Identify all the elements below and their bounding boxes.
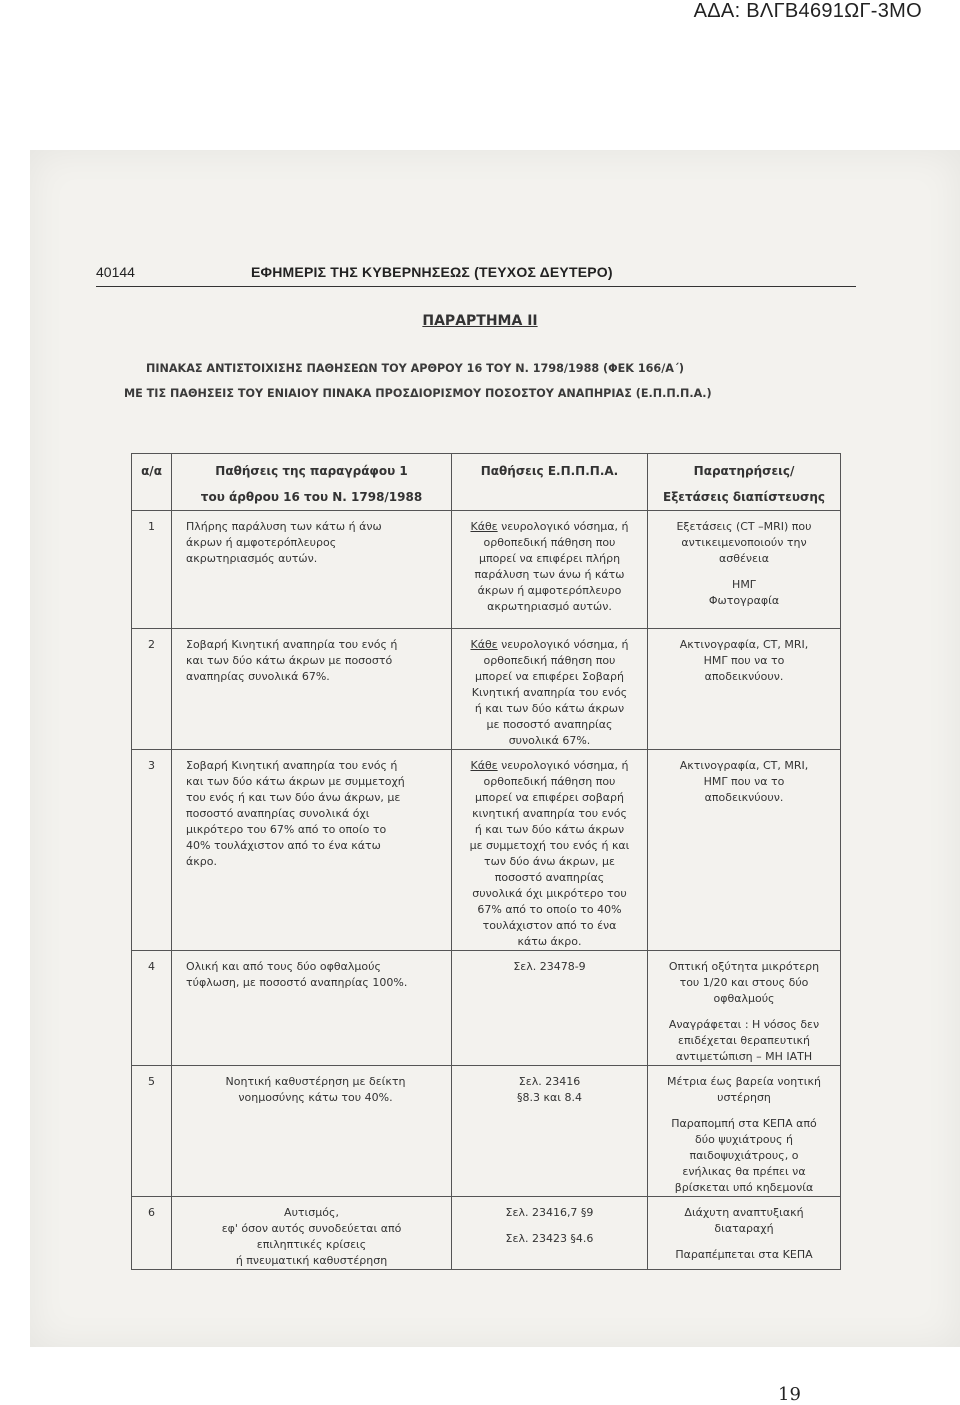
condition-line: Νοητική καθυστέρηση με δείκτη [225,1075,406,1088]
header-eppa-conditions: Παθήσεις Ε.Π.Π.Π.Α. [452,454,648,511]
notes-line: του 1/20 και στους δύο [679,976,809,989]
row-condition [172,1066,452,1197]
row-eppa [452,1066,648,1197]
condition-line: τύφλωση, με ποσοστό αναπηρίας 100%. [186,976,408,989]
eppa-line: Κινητική αναπηρία του ενός [471,686,628,699]
eppa-line: με συμμετοχή του ενός ή και [469,839,630,852]
eppa-line: ορθοπεδική πάθηση που [483,654,616,667]
header-notes-line-1: Παρατηρήσεις/ [693,464,795,478]
eppa-line: 67% από το οποίο το 40% [477,903,622,916]
notes-line: ΗΜΓ [732,578,756,591]
eppa-line: παράλυση των άνω ή κάτω [474,568,625,581]
eppa-line: άκρων ή αμφοτερόπλευρο [477,584,622,597]
notes-line: ΗΜΓ που να το [703,775,785,788]
intro-line-1: ΠΙΝΑΚΑΣ ΑΝΤΙΣΤΟΙΧΙΣΗΣ ΠΑΘΗΣΕΩΝ ΤΟΥ ΑΡΘΡΟΥ 16 ΤΟΥ Ν. 1798/1988 (ΦΕΚ 166/Α΄) [146,362,685,375]
header-conditions-line-2: του άρθρου 16 του Ν. 1798/1988 [200,490,423,504]
eppa-line [458,637,641,653]
notes-line: ενήλικας θα πρέπει να [682,1165,806,1178]
row-number: 6 [132,1197,172,1270]
eppa-line: μπορεί να επιφέρει Σοβαρή [475,670,624,683]
row-number: 1 [132,511,172,629]
condition-line: άκρο. [186,855,217,868]
notes-line: αποδεικνύουν. [704,791,784,804]
condition-line: Πλήρης παράλυση των κάτω ή άνω [186,520,382,533]
table-row [132,1066,841,1197]
eppa-lead: Κάθε [470,638,498,651]
row-eppa [452,511,648,629]
row-eppa [452,1197,648,1270]
eppa-line: τουλάχιστον από το ένα [482,919,617,932]
header-notes [648,454,841,511]
eppa-line [458,519,641,535]
header-conditions-line-1: Παθήσεις της παραγράφου 1 [215,464,408,478]
condition-line: του ενός ή και των δύο άνω άκρων, με [186,791,401,804]
eppa-line: Σελ. 23478-9 [513,960,586,973]
condition-line: επιληπτικές κρίσεις [256,1238,367,1251]
row-condition [172,629,452,750]
notes-line: ασθένεια [719,552,769,565]
eppa-line [458,758,641,774]
row-notes [648,511,841,629]
spacer [654,567,834,577]
condition-line: εφ' όσον αυτός συνοδεύεται από [221,1222,402,1235]
notes-line: αντικειμενοποιούν την [681,536,807,549]
eppa-line: συνολικά όχι μικρότερο του [472,887,627,900]
notes-line: παιδοψυχιάτρους, ο [689,1149,799,1162]
condition-line: μικρότερο του 67% από το οποίο το [186,823,387,836]
ada-code: ΑΔΑ: ΒΛΓΒ4691ΩΓ-3ΜΟ [693,0,922,22]
row-condition [172,511,452,629]
eppa-line: ορθοπεδική πάθηση που [483,536,616,549]
notes-line: ΗΜΓ που να το [703,654,785,667]
notes-line: Ακτινογραφία, CT, MRI, [679,638,809,651]
correspondence-table [131,453,841,1270]
row-notes [648,629,841,750]
eppa-lead: Κάθε [470,520,498,533]
header-notes-line-2: Εξετάσεις διαπίστευσης [663,490,825,504]
notes-line: διαταραχή [714,1222,774,1235]
eppa-line: των δύο άνω άκρων, με [484,855,615,868]
notes-line: αντιμετώπιση – ΜΗ ΙΑΤΗ [675,1050,813,1063]
eppa-line: ορθοπεδική πάθηση που [483,775,616,788]
table-row [132,951,841,1066]
eppa-text: νευρολογικό νόσημα, ή [497,638,629,651]
eppa-line: μπορεί να επιφέρει πλήρη [478,552,621,565]
fek-header [96,262,856,286]
eppa-line: Σελ. 23423 §4.6 [505,1232,594,1245]
row-notes [648,1066,841,1197]
table-row [132,1197,841,1270]
fek-number: 40144 [96,264,135,280]
eppa-text: νευρολογικό νόσημα, ή [497,759,629,772]
spacer [458,1221,641,1231]
row-condition [172,951,452,1066]
condition-line: ποσοστό αναπηρίας συνολικά όχι [186,807,370,820]
eppa-line: ή και των δύο κάτω άκρων [474,702,625,715]
row-eppa [452,951,648,1066]
eppa-line: Σελ. 23416 [518,1075,581,1088]
table-row [132,750,841,951]
spacer [654,1007,834,1017]
table-row [132,629,841,750]
row-number: 5 [132,1066,172,1197]
row-eppa [452,750,648,951]
notes-line: Παραπέμπεται στα ΚΕΠΑ [675,1248,813,1261]
fek-header-rule [96,286,856,287]
condition-line: Ολική και από τους δύο οφθαλμούς [186,960,381,973]
row-notes [648,750,841,951]
row-eppa [452,629,648,750]
condition-line: αναπηρίας συνολικά 67%. [186,670,330,683]
condition-line: Σοβαρή Κινητική αναπηρία του ενός ή [186,638,398,651]
notes-line: Οπτική οξύτητα μικρότερη [668,960,820,973]
eppa-lead: Κάθε [470,759,498,772]
condition-line: άκρων ή αμφοτερόπλευρος [186,536,337,549]
row-condition [172,750,452,951]
condition-line: Αυτισμός, [284,1206,339,1219]
header-aa: α/α [132,454,172,511]
spacer [654,1106,834,1116]
condition-line: και των δύο κάτω άκρων με συμμετοχή [186,775,405,788]
notes-line: οφθαλμούς [713,992,775,1005]
row-condition [172,1197,452,1270]
notes-line: Παραπομπή στα ΚΕΠΑ από [671,1117,817,1130]
intro-line-2: ΜΕ ΤΙΣ ΠΑΘΗΣΕΙΣ ΤΟΥ ΕΝΙΑΙΟΥ ΠΙΝΑΚΑ ΠΡΟΣΔΙΟΡΙΣΜΟΥ ΠΟΣΟΣΤΟΥ ΑΝΑΠΗΡΙΑΣ (Ε.Π.Π.Π.Α.) [124,387,712,400]
eppa-line: κινητική αναπηρία του ενός [472,807,627,820]
condition-line: Σοβαρή Κινητική αναπηρία του ενός ή [186,759,398,772]
fek-title: ΕΦΗΜΕΡΙΣ ΤΗΣ ΚΥΒΕΡΝΗΣΕΩΣ (ΤΕΥΧΟΣ ΔΕΥΤΕΡΟ) [251,264,613,280]
notes-line: Φωτογραφία [708,594,780,607]
page-number: 19 [778,1384,801,1405]
row-notes [648,951,841,1066]
eppa-line: §8.3 και 8.4 [517,1091,582,1104]
eppa-line: ακρωτηριασμό αυτών. [487,600,612,613]
row-number: 2 [132,629,172,750]
spacer [654,1237,834,1247]
eppa-line: ή και των δύο κάτω άκρων [474,823,625,836]
row-number: 3 [132,750,172,951]
notes-line: Διάχυτη αναπτυξιακή [684,1206,804,1219]
annex-title: ΠΑΡΑΡΤΗΜΑ ΙΙ [422,313,538,329]
notes-line: Ακτινογραφία, CT, MRI, [679,759,809,772]
notes-line: υστέρηση [717,1091,771,1104]
eppa-line: κάτω άκρο. [517,935,582,948]
eppa-line: συνολικά 67%. [508,734,591,747]
header-conditions-article [172,454,452,511]
notes-line: Αναγράφεται : Η νόσος δεν [668,1018,820,1031]
notes-line: αποδεικνύουν. [704,670,784,683]
eppa-line: με ποσοστό αναπηρίας [486,718,613,731]
row-notes [648,1197,841,1270]
notes-line: βρίσκεται υπό κηδεμονία [674,1181,814,1194]
condition-line: νοημοσύνης κάτω του 40%. [238,1091,393,1104]
notes-line: επιδέχεται θεραπευτική [678,1034,810,1047]
eppa-line: μπορεί να επιφέρει σοβαρή [475,791,624,804]
table-row [132,511,841,629]
eppa-line: Σελ. 23416,7 §9 [505,1206,594,1219]
condition-line: και των δύο κάτω άκρων με ποσοστό [186,654,393,667]
condition-line: ή πνευματική καθυστέρηση [235,1254,388,1267]
table-header-row [132,454,841,511]
eppa-line: ποσοστό αναπηρίας [494,871,605,884]
notes-line: δύο ψυχιάτρους ή [695,1133,793,1146]
condition-line: ακρωτηριασμός αυτών. [186,552,318,565]
notes-line: Εξετάσεις (CT –MRI) που [676,520,812,533]
condition-line: 40% τουλάχιστον από το ένα κάτω [186,839,381,852]
eppa-text: νευρολογικό νόσημα, ή [497,520,629,533]
row-number: 4 [132,951,172,1066]
notes-line: Μέτρια έως βαρεία νοητική [667,1075,821,1088]
